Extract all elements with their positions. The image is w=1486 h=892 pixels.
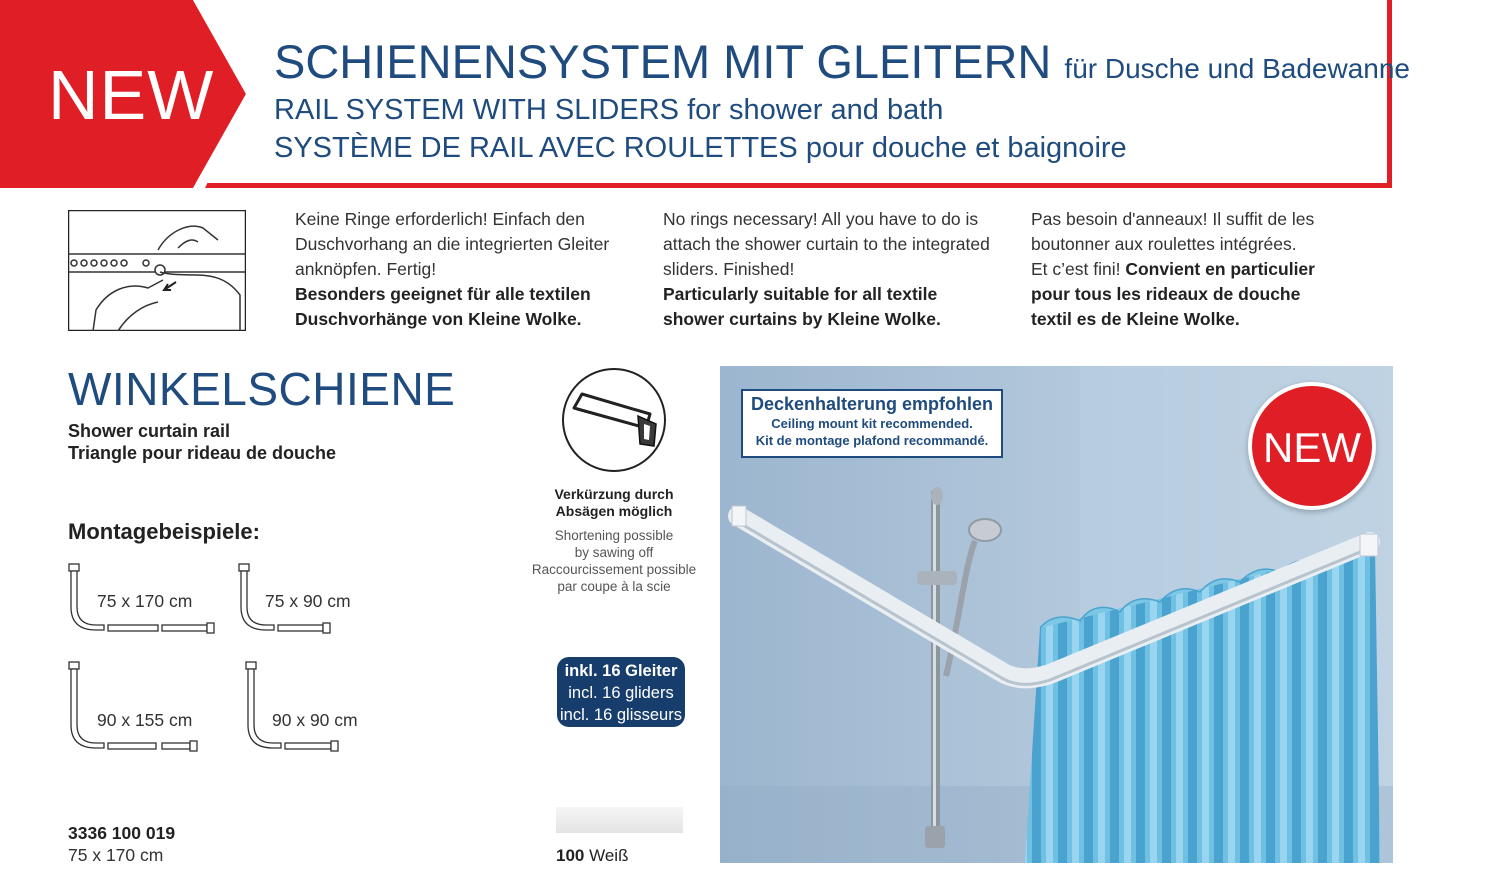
title-de [274, 34, 1410, 89]
intro-en-bold: shower curtains by Kleine Wolke. [663, 309, 941, 329]
article-size: 75 x 170 cm [68, 845, 164, 865]
title-en [274, 94, 943, 127]
intro-en-line: No rings necessary! All you have to do is [663, 209, 979, 229]
example-size-label: 90 x 155 cm [97, 710, 193, 730]
intro-de-line: Keine Ringe erforderlich! Einfach den [295, 209, 585, 229]
saw-caption-de: Absägen möglich [555, 503, 673, 519]
intro-en-bold: Particularly suitable for all textile [663, 284, 938, 304]
ceiling-mount-fr: Kit de montage plafond recommandé. [755, 433, 989, 448]
glider-count-badge [557, 657, 685, 727]
article-number: 3336 100 019 [68, 823, 176, 843]
saw-icon [560, 366, 668, 474]
glider-count-fr: incl. 16 glisseurs [560, 706, 682, 724]
color-code: 100 [556, 846, 585, 865]
saw-caption-en: by sawing off [574, 545, 654, 560]
intro-en-line: sliders. Finished! [663, 259, 795, 279]
intro-text-en [663, 207, 1003, 332]
new-badge-text: NEW [48, 56, 215, 134]
rail-diagram-90x90 [243, 660, 343, 755]
title-fr [274, 132, 1127, 165]
ceiling-mount-note [741, 389, 1003, 458]
intro-de-line: anknöpfen. Fertig! [295, 259, 437, 279]
intro-fr-bold: Convient en particulier [1125, 259, 1315, 279]
title-en-sub: for shower and bath [687, 94, 944, 126]
intro-fr-bold: pour tous les rideaux de douche [1031, 284, 1301, 304]
color-swatch [556, 807, 683, 833]
rail-diagram-90x155 [66, 660, 206, 755]
saw-caption-fr: Raccourcissement possible [531, 562, 697, 577]
glider-count-de: inkl. 16 Gleiter [564, 662, 678, 680]
color-label [556, 846, 628, 866]
saw-caption [530, 486, 698, 595]
intro-fr-bold: textil es de Kleine Wolke. [1031, 309, 1240, 329]
montage-heading: Montagebeispiele: [68, 519, 260, 544]
intro-de-line: Duschvorhang an die integrierten Gleiter [295, 234, 610, 254]
title-fr-main: SYSTÈME DE RAIL AVEC ROULETTES [274, 132, 798, 164]
saw-caption-fr: par coupe à la scie [557, 579, 671, 594]
title-de-main: SCHIENENSYSTEM MIT GLEITERN [274, 35, 1052, 88]
title-de-sub: für Dusche und Badewanne [1064, 53, 1410, 84]
slider-attach-illustration [68, 210, 246, 331]
product-title: WINKELSCHIENE [68, 363, 456, 415]
example-size-label: 75 x 170 cm [97, 591, 193, 611]
intro-fr-line: Pas besoin d'anneaux! Il suffit de les [1031, 209, 1315, 229]
intro-fr-line: boutonner aux roulettes intégrées. [1031, 234, 1297, 254]
ceiling-mount-de: Deckenhalterung empfohlen [750, 394, 994, 414]
product-subtitle-fr: Triangle pour rideau de douche [68, 443, 337, 463]
color-name: Weiß [589, 846, 629, 865]
saw-caption-de: Verkürzung durch [554, 486, 674, 502]
glider-count-en: incl. 16 gliders [568, 684, 674, 702]
ceiling-mount-en: Ceiling mount kit recommended. [771, 416, 973, 431]
intro-fr-line: Et c’est fini! [1031, 259, 1121, 279]
intro-de-bold: Besonders geeignet für alle textilen [295, 284, 591, 304]
saw-caption-en: Shortening possible [554, 528, 674, 543]
example-size-label: 75 x 90 cm [265, 591, 351, 611]
title-en-main: RAIL SYSTEM WITH SLIDERS [274, 94, 679, 126]
product-subtitle-en: Shower curtain rail [68, 421, 231, 441]
intro-en-line: attach the shower curtain to the integrated [663, 234, 990, 254]
example-size-label: 90 x 90 cm [272, 710, 358, 730]
title-fr-sub: pour douche et baignoire [805, 132, 1127, 164]
new-circle-badge-text: NEW [1263, 424, 1361, 471]
intro-de-bold: Duschvorhänge von Kleine Wolke. [295, 309, 582, 329]
intro-text-de [295, 207, 635, 332]
intro-text-fr [1031, 207, 1371, 332]
